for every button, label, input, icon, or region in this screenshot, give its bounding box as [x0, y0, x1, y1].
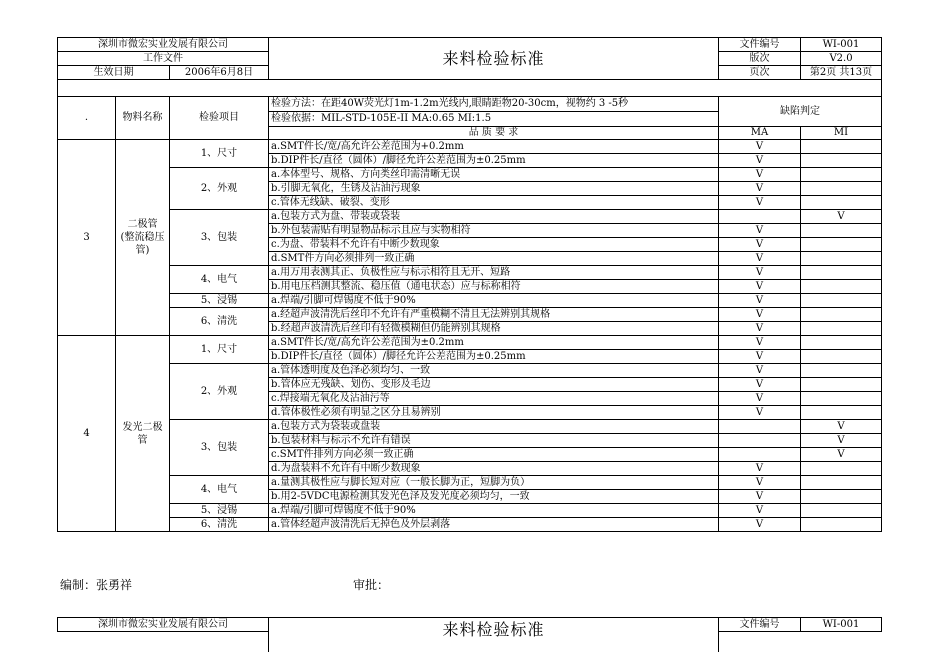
- ma-mark: V: [719, 378, 801, 392]
- footer-company: 深圳市微宏实业发展有限公司: [58, 618, 269, 632]
- company-name: 深圳市微宏实业发展有限公司: [58, 38, 269, 52]
- requirement-text: a.焊端/引脚可焊锡度不低于90%: [269, 504, 719, 518]
- inspection-item: 1、尺寸: [170, 336, 269, 364]
- table-row: [58, 266, 882, 280]
- col-header-defect: 缺陷判定: [719, 97, 882, 127]
- doc-type: 工作文件: [58, 52, 269, 66]
- ma-mark: V: [719, 462, 801, 476]
- requirement-text: a.本体型号、规格、方向类丝印需清晰无误: [269, 168, 719, 182]
- mi-mark: [801, 140, 882, 154]
- inspection-item: 3、包装: [170, 420, 269, 476]
- mi-mark: [801, 462, 882, 476]
- material-name: 发光二极管: [116, 336, 170, 532]
- requirement-text: a.包装方式为盘、带装或袋装: [269, 210, 719, 224]
- ma-mark: V: [719, 280, 801, 294]
- requirement-text: a.管体透明度及色泽必须均匀、一致: [269, 364, 719, 378]
- inspection-method: 检验方法：在距40W荧光灯1m-1.2m光线内,眼睛距物20-30cm，视物约 3 -5秒: [269, 97, 719, 112]
- requirement-text: d.为盘装料不允许有中断少数现象: [269, 462, 719, 476]
- table-row: [58, 294, 882, 308]
- next-page-header: [57, 617, 882, 652]
- mi-mark: [801, 154, 882, 168]
- requirement-text: b.DIP件长/直径（圆体）/脚径允许公差范围为±0.25mm: [269, 154, 719, 168]
- ma-mark: V: [719, 224, 801, 238]
- table-row: [58, 518, 882, 532]
- inspection-item: 5、浸锡: [170, 294, 269, 308]
- requirement-text: a.SMT件长/宽/高允许公差范围为+0.2mm: [269, 140, 719, 154]
- table-row: [58, 168, 882, 182]
- ma-mark: V: [719, 168, 801, 182]
- inspection-item: 5、浸锡: [170, 504, 269, 518]
- mi-mark: [801, 490, 882, 504]
- requirement-text: b.用电压档测其整流、稳压值（通电状态）应与标称相符: [269, 280, 719, 294]
- ma-mark: V: [719, 364, 801, 378]
- ma-mark: V: [719, 476, 801, 490]
- requirement-text: d.SMT件方向必须排列一致正确: [269, 252, 719, 266]
- requirement-text: d.管体极性必须有明显之区分且易辨别: [269, 406, 719, 420]
- mi-mark: [801, 322, 882, 336]
- footer-doc-no-label: 文件编号: [719, 618, 801, 632]
- requirement-text: b.外包装需贴有明显物品标示且应与实物相符: [269, 224, 719, 238]
- table-row: [58, 336, 882, 350]
- ma-mark: V: [719, 350, 801, 364]
- requirement-text: b.DIP件长/直径（圆体）/脚径允许公差范围为±0.25mm: [269, 350, 719, 364]
- mi-mark: V: [801, 448, 882, 462]
- ma-mark: V: [719, 294, 801, 308]
- ma-mark: [719, 434, 801, 448]
- requirement-text: b.经超声波清洗后丝印有轻微模糊但仍能辨别其规格: [269, 322, 719, 336]
- doc-no-label: 文件编号: [719, 38, 801, 52]
- table-row: [58, 308, 882, 322]
- ma-mark: V: [719, 322, 801, 336]
- effective-date-label: 生效日期: [58, 66, 170, 80]
- col-header-mi: MI: [801, 127, 882, 140]
- inspection-item: 1、尺寸: [170, 140, 269, 168]
- ma-mark: V: [719, 154, 801, 168]
- mi-mark: [801, 168, 882, 182]
- inspection-item: 6、清洗: [170, 518, 269, 532]
- mi-mark: [801, 504, 882, 518]
- mi-mark: [801, 252, 882, 266]
- table-row: [58, 210, 882, 224]
- mi-mark: [801, 308, 882, 322]
- requirement-text: a.焊端/引脚可焊锡度不低于90%: [269, 294, 719, 308]
- requirement-text: c.SMT件排列方向必须一致正确: [269, 448, 719, 462]
- mi-mark: [801, 392, 882, 406]
- ma-mark: [719, 448, 801, 462]
- col-header-material: 物料名称: [116, 97, 170, 140]
- mi-mark: [801, 280, 882, 294]
- requirement-text: b.用2-5VDC电源检测其发光色泽及发光度必须均匀，一致: [269, 490, 719, 504]
- inspection-item: 4、电气: [170, 266, 269, 294]
- requirement-text: c.焊接端无氧化及沾油污等: [269, 392, 719, 406]
- doc-no-value: WI-001: [801, 38, 882, 52]
- requirement-text: b.管体应无残缺、划伤、变形及毛边: [269, 378, 719, 392]
- requirement-text: b.包装材料与标示不允许有错误: [269, 434, 719, 448]
- mi-mark: [801, 378, 882, 392]
- requirement-text: a.用万用表测其正、负极性应与标示相符且无开、短路: [269, 266, 719, 280]
- section-number: 3: [58, 140, 116, 336]
- table-row: [58, 140, 882, 154]
- requirement-text: c.管体无线缺、破裂、变形: [269, 196, 719, 210]
- ma-mark: V: [719, 518, 801, 532]
- spacer-row: [58, 80, 882, 97]
- inspection-item: 3、包装: [170, 210, 269, 266]
- ma-mark: V: [719, 406, 801, 420]
- ma-mark: V: [719, 196, 801, 210]
- footer-title: 来料检验标准: [269, 618, 719, 652]
- mi-mark: [801, 294, 882, 308]
- requirement-text: a.包装方式为袋装或盘装: [269, 420, 719, 434]
- page-label: 页次: [719, 66, 801, 80]
- requirement-text: a.经超声波清洗后丝印不允许有严重模糊不清且无法辨别其规格: [269, 308, 719, 322]
- requirement-text: a.SMT件长/宽/高允许公差范围为±0.2mm: [269, 336, 719, 350]
- table-row: [58, 420, 882, 434]
- inspection-item: 6、清洗: [170, 308, 269, 336]
- document-title: 来料检验标准: [269, 38, 719, 80]
- version-label: 版次: [719, 52, 801, 66]
- inspection-basis: 检验依据：MIL-STD-105E-II MA:0.65 MI:1.5: [269, 112, 719, 127]
- table-row: [58, 476, 882, 490]
- mi-mark: [801, 336, 882, 350]
- ma-mark: [719, 420, 801, 434]
- mi-mark: [801, 476, 882, 490]
- mi-mark: [801, 350, 882, 364]
- mi-mark: [801, 182, 882, 196]
- mi-mark: [801, 238, 882, 252]
- inspection-item: 4、电气: [170, 476, 269, 504]
- mi-mark: [801, 196, 882, 210]
- mi-mark: [801, 406, 882, 420]
- ma-mark: V: [719, 182, 801, 196]
- mi-mark: [801, 266, 882, 280]
- col-header-item: 检验项目: [170, 97, 269, 140]
- mi-mark: V: [801, 210, 882, 224]
- inspection-standard-table: [57, 37, 882, 532]
- inspection-item: 2、外观: [170, 364, 269, 420]
- ma-mark: V: [719, 252, 801, 266]
- footer-doc-no: WI-001: [801, 618, 882, 632]
- ma-mark: V: [719, 238, 801, 252]
- ma-mark: V: [719, 392, 801, 406]
- mi-mark: [801, 518, 882, 532]
- ma-mark: V: [719, 504, 801, 518]
- col-header-ma: MA: [719, 127, 801, 140]
- mi-mark: V: [801, 420, 882, 434]
- requirement-text: c.为盘、带装料不允许有中断少数现象: [269, 238, 719, 252]
- table-row: [58, 504, 882, 518]
- ma-mark: V: [719, 308, 801, 322]
- ma-mark: [719, 210, 801, 224]
- inspection-item: 2、外观: [170, 168, 269, 210]
- approved-by: 审批：: [353, 578, 390, 592]
- col-header-requirement: 品 质 要 求: [269, 127, 719, 140]
- table-row: [58, 364, 882, 378]
- page-value: 第2页 共13页: [801, 66, 882, 80]
- ma-mark: V: [719, 140, 801, 154]
- material-name: 二极管 (整流稳压管): [116, 140, 170, 336]
- ma-mark: V: [719, 266, 801, 280]
- mi-mark: [801, 364, 882, 378]
- requirement-text: b.引脚无氧化，生锈及沾油污现象: [269, 182, 719, 196]
- mi-mark: [801, 224, 882, 238]
- col-header-no: .: [58, 97, 116, 140]
- requirement-text: a.量测其极性应与脚长短对应（一般长脚为正，短脚为负）: [269, 476, 719, 490]
- ma-mark: V: [719, 336, 801, 350]
- prepared-by: 编制：张勇祥: [60, 578, 133, 592]
- requirement-text: a.管体经超声波清洗后无掉色及外层剥落: [269, 518, 719, 532]
- version-value: V2.0: [801, 52, 882, 66]
- effective-date-value: 2006年6月8日: [170, 66, 269, 80]
- section-number: 4: [58, 336, 116, 532]
- ma-mark: V: [719, 490, 801, 504]
- mi-mark: V: [801, 434, 882, 448]
